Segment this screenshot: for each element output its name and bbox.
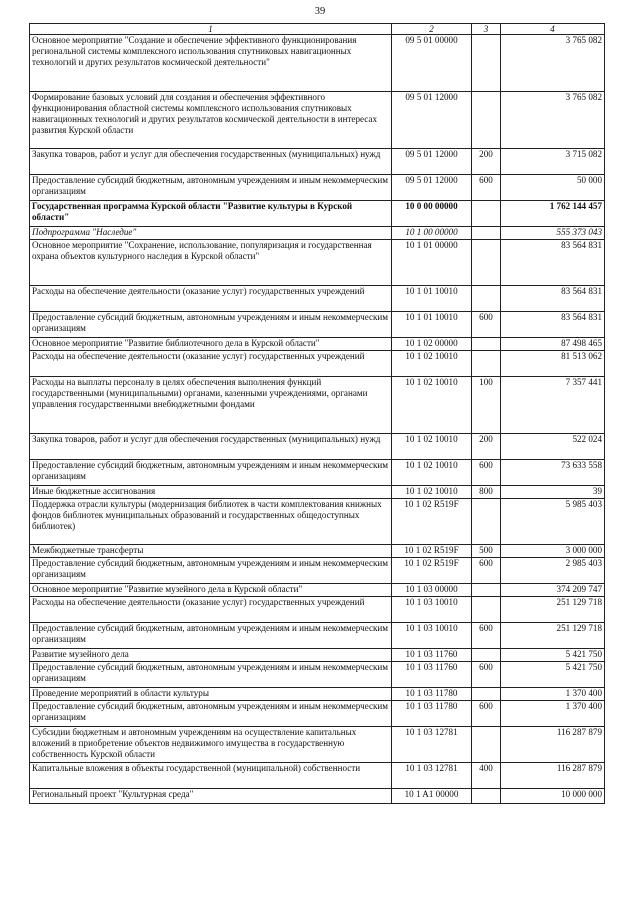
table-body <box>30 35 605 804</box>
row-amount-cell: 374 209 747 <box>501 584 605 597</box>
column-2-number: 2 <box>392 24 472 35</box>
row-name-cell: Основное мероприятие "Сохранение, использование, популяризация и государственная охрана объектов культурного наследия в Курской области" <box>30 240 392 286</box>
row-amount-cell: 3 000 000 <box>501 545 605 558</box>
row-name-cell: Закупка товаров, работ и услуг для обеспечения государственных (муниципальных) нужд <box>30 149 392 175</box>
row-code-cell: 10 1 01 10010 <box>392 286 472 312</box>
row-amount-cell: 3 765 082 <box>501 92 605 149</box>
row-type-cell <box>472 649 501 662</box>
page-number: 39 <box>314 6 326 17</box>
row-amount-cell: 522 024 <box>501 434 605 460</box>
row-code-cell: 10 1 02 10010 <box>392 377 472 434</box>
row-code-cell: 10 1 02 10010 <box>392 486 472 499</box>
table-row <box>30 763 605 789</box>
row-amount-cell: 39 <box>501 486 605 499</box>
row-name-cell: Подпрограмма "Наследие" <box>30 227 392 240</box>
row-name-cell: Региональный проект "Культурная среда" <box>30 789 392 804</box>
row-code-cell: 10 1 03 10010 <box>392 597 472 623</box>
row-amount-cell: 87 498 465 <box>501 338 605 351</box>
row-code-cell: 09 5 01 12000 <box>392 149 472 175</box>
row-code-cell: 10 1 02 R519F <box>392 558 472 584</box>
row-amount-cell: 1 762 144 457 <box>501 201 605 227</box>
row-code-cell: 10 1 A1 00000 <box>392 789 472 804</box>
table-row <box>30 227 605 240</box>
row-amount-cell: 555 373 043 <box>501 227 605 240</box>
table-row <box>30 351 605 377</box>
table-row <box>30 240 605 286</box>
row-amount-cell: 3 765 082 <box>501 35 605 92</box>
row-name-cell: Иные бюджетные ассигнования <box>30 486 392 499</box>
row-amount-cell: 251 129 718 <box>501 623 605 649</box>
row-code-cell: 10 0 00 00000 <box>392 201 472 227</box>
row-name-cell: Предоставление субсидий бюджетным, автономным учреждениям и иным некоммерческим организациям <box>30 662 392 688</box>
row-amount-cell: 5 421 750 <box>501 649 605 662</box>
table-row <box>30 662 605 688</box>
row-type-cell <box>472 727 501 763</box>
table-row <box>30 597 605 623</box>
row-type-cell <box>472 286 501 312</box>
column-4-number: 4 <box>501 24 605 35</box>
row-type-cell <box>472 240 501 286</box>
row-type-cell: 600 <box>472 312 501 338</box>
column-1-number: 1 <box>30 24 392 35</box>
row-code-cell: 10 1 02 10010 <box>392 434 472 460</box>
row-type-cell: 100 <box>472 377 501 434</box>
row-type-cell <box>472 789 501 804</box>
row-code-cell: 10 1 02 10010 <box>392 460 472 486</box>
row-amount-cell: 5 985 403 <box>501 499 605 545</box>
table-row <box>30 789 605 804</box>
row-type-cell: 600 <box>472 623 501 649</box>
table-row <box>30 149 605 175</box>
row-amount-cell: 3 715 082 <box>501 149 605 175</box>
row-code-cell: 10 1 00 00000 <box>392 227 472 240</box>
row-name-cell: Субсидии бюджетным и автономным учреждениям на осуществление капитальных вложений в приобретение объектов недвижимого имущества в государственную собственность Курской области <box>30 727 392 763</box>
table-row <box>30 286 605 312</box>
row-type-cell: 600 <box>472 662 501 688</box>
row-type-cell: 600 <box>472 460 501 486</box>
row-type-cell <box>472 499 501 545</box>
row-type-cell <box>472 35 501 92</box>
row-name-cell: Расходы на обеспечение деятельности (оказание услуг) государственных учреждений <box>30 351 392 377</box>
row-type-cell <box>472 227 501 240</box>
row-amount-cell: 10 000 000 <box>501 789 605 804</box>
row-name-cell: Межбюджетные трансферты <box>30 545 392 558</box>
table-row <box>30 92 605 149</box>
row-amount-cell: 83 564 831 <box>501 286 605 312</box>
row-type-cell: 400 <box>472 763 501 789</box>
row-amount-cell: 1 370 400 <box>501 701 605 727</box>
budget-table <box>29 23 605 804</box>
row-amount-cell: 7 357 441 <box>501 377 605 434</box>
row-type-cell <box>472 92 501 149</box>
row-code-cell: 10 1 01 10010 <box>392 312 472 338</box>
row-amount-cell: 73 633 558 <box>501 460 605 486</box>
row-amount-cell: 83 564 831 <box>501 312 605 338</box>
row-code-cell: 09 5 01 00000 <box>392 35 472 92</box>
table-row <box>30 649 605 662</box>
row-amount-cell: 251 129 718 <box>501 597 605 623</box>
row-name-cell: Расходы на выплаты персоналу в целях обеспечения выполнения функций государственными (муниципальными) органами, казенными учреждениями, органами управления государственными внебюджетными фондами <box>30 377 392 434</box>
row-code-cell: 10 1 02 00000 <box>392 338 472 351</box>
row-code-cell: 10 1 02 R519F <box>392 545 472 558</box>
row-name-cell: Закупка товаров, работ и услуг для обеспечения государственных (муниципальных) нужд <box>30 434 392 460</box>
row-name-cell: Предоставление субсидий бюджетным, автономным учреждениям и иным некоммерческим организациям <box>30 558 392 584</box>
row-name-cell: Развитие музейного дела <box>30 649 392 662</box>
row-code-cell: 10 1 03 10010 <box>392 623 472 649</box>
table-row <box>30 434 605 460</box>
row-type-cell: 800 <box>472 486 501 499</box>
row-amount-cell: 81 513 062 <box>501 351 605 377</box>
row-name-cell: Предоставление субсидий бюджетным, автономным учреждениям и иным некоммерческим организациям <box>30 312 392 338</box>
row-code-cell: 10 1 02 10010 <box>392 351 472 377</box>
row-name-cell: Основное мероприятие "Развитие музейного дела в Курской области" <box>30 584 392 597</box>
row-type-cell <box>472 584 501 597</box>
row-name-cell: Предоставление субсидий бюджетным, автономным учреждениям и иным некоммерческим организациям <box>30 701 392 727</box>
table-row <box>30 558 605 584</box>
row-type-cell <box>472 351 501 377</box>
table-row <box>30 377 605 434</box>
row-type-cell: 600 <box>472 175 501 201</box>
table-row <box>30 338 605 351</box>
row-name-cell: Государственная программа Курской области "Развитие культуры в Курской области" <box>30 201 392 227</box>
column-3-number: 3 <box>472 24 501 35</box>
row-type-cell <box>472 338 501 351</box>
row-name-cell: Поддержка отрасли культуры (модернизация библиотек в части комплектования книжных фондов библиотек муниципальных образований и государственных общедоступных библиотек) <box>30 499 392 545</box>
row-name-cell: Расходы на обеспечение деятельности (оказание услуг) государственных учреждений <box>30 597 392 623</box>
column-number-row <box>30 24 605 35</box>
row-code-cell: 10 1 01 00000 <box>392 240 472 286</box>
row-amount-cell: 116 287 879 <box>501 727 605 763</box>
table-row <box>30 201 605 227</box>
row-name-cell: Формирование базовых условий для создания и обеспечения эффективного функционирования областной системы комплексного использования спутниковых навигационных технологий и других результатов космической деятельности в интересах развития Курской области <box>30 92 392 149</box>
row-type-cell: 600 <box>472 558 501 584</box>
table-row <box>30 35 605 92</box>
row-type-cell: 600 <box>472 701 501 727</box>
row-amount-cell: 5 421 750 <box>501 662 605 688</box>
row-type-cell <box>472 597 501 623</box>
row-code-cell: 09 5 01 12000 <box>392 175 472 201</box>
row-amount-cell: 1 370 400 <box>501 688 605 701</box>
table-row <box>30 499 605 545</box>
row-code-cell: 10 1 03 11780 <box>392 701 472 727</box>
row-code-cell: 10 1 03 11780 <box>392 688 472 701</box>
row-code-cell: 10 1 02 R519F <box>392 499 472 545</box>
row-code-cell: 10 1 03 12781 <box>392 763 472 789</box>
row-type-cell: 200 <box>472 149 501 175</box>
row-type-cell: 500 <box>472 545 501 558</box>
row-name-cell: Предоставление субсидий бюджетным, автономным учреждениям и иным некоммерческим организациям <box>30 175 392 201</box>
table-row <box>30 460 605 486</box>
row-amount-cell: 83 564 831 <box>501 240 605 286</box>
row-name-cell: Предоставление субсидий бюджетным, автономным учреждениям и иным некоммерческим организациям <box>30 623 392 649</box>
row-code-cell: 10 1 03 11760 <box>392 649 472 662</box>
row-type-cell <box>472 688 501 701</box>
row-type-cell <box>472 201 501 227</box>
row-name-cell: Проведение мероприятий в области культуры <box>30 688 392 701</box>
row-name-cell: Предоставление субсидий бюджетным, автономным учреждениям и иным некоммерческим организациям <box>30 460 392 486</box>
row-name-cell: Основное мероприятие "Развитие библиотечного дела в Курской области" <box>30 338 392 351</box>
table-row <box>30 688 605 701</box>
row-name-cell: Расходы на обеспечение деятельности (оказание услуг) государственных учреждений <box>30 286 392 312</box>
row-amount-cell: 116 287 879 <box>501 763 605 789</box>
table-row <box>30 701 605 727</box>
row-amount-cell: 50 000 <box>501 175 605 201</box>
row-amount-cell: 2 985 403 <box>501 558 605 584</box>
table-row <box>30 175 605 201</box>
row-type-cell: 200 <box>472 434 501 460</box>
table-row <box>30 584 605 597</box>
table-row <box>30 727 605 763</box>
row-code-cell: 09 5 01 12000 <box>392 92 472 149</box>
row-code-cell: 10 1 03 12781 <box>392 727 472 763</box>
row-code-cell: 10 1 03 00000 <box>392 584 472 597</box>
table-row <box>30 623 605 649</box>
table-row <box>30 545 605 558</box>
table-row <box>30 312 605 338</box>
table-row <box>30 486 605 499</box>
row-name-cell: Основное мероприятие "Создание и обеспечение эффективного функционирования региональной системы комплексного использования спутниковых навигационных технологий и других результатов космической деятельности" <box>30 35 392 92</box>
row-code-cell: 10 1 03 11760 <box>392 662 472 688</box>
row-name-cell: Капитальные вложения в объекты государственной (муниципальной) собственности <box>30 763 392 789</box>
